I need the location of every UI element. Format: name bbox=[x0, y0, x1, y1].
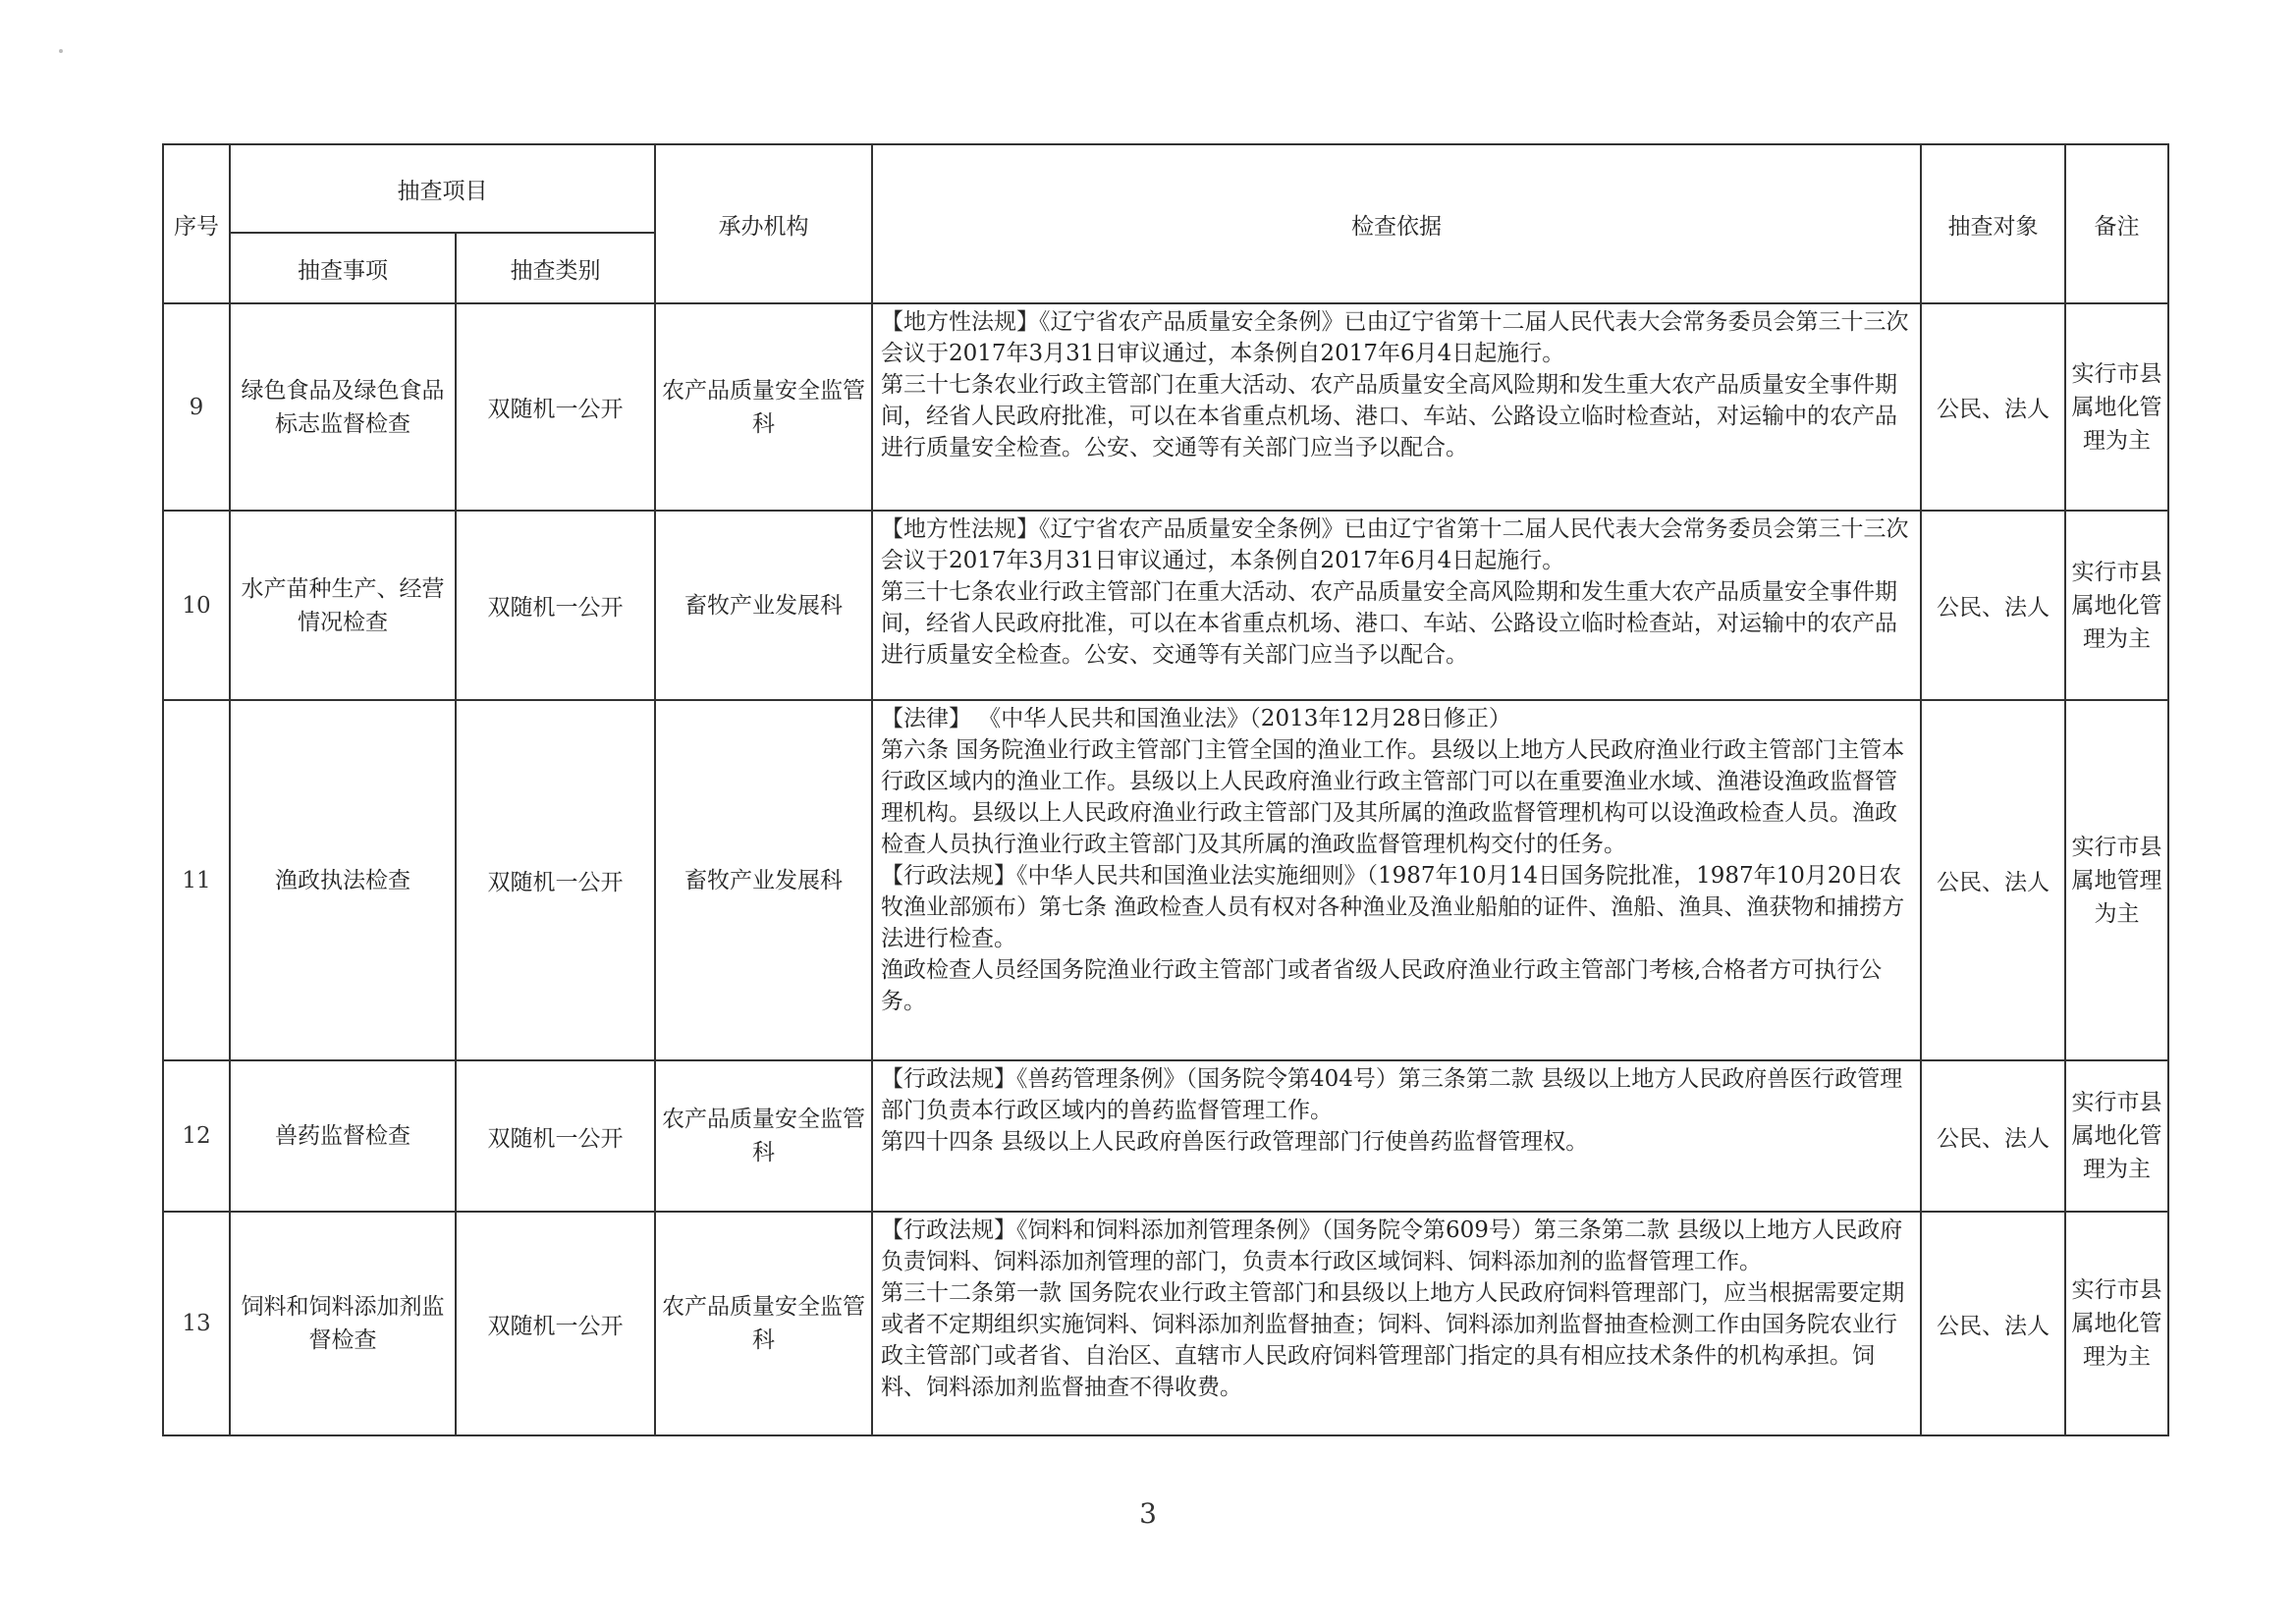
row-target: 公民、法人 bbox=[1921, 1060, 2065, 1212]
row-item: 兽药监督检查 bbox=[230, 1060, 456, 1212]
row-no: 13 bbox=[163, 1212, 230, 1435]
table-header bbox=[163, 144, 2168, 303]
table-row bbox=[163, 700, 2168, 1060]
row-org: 畜牧产业发展科 bbox=[655, 700, 872, 1060]
row-category: 双随机一公开 bbox=[456, 1060, 655, 1212]
row-basis: 【地方性法规】《辽宁省农产品质量安全条例》已由辽宁省第十二届人民代表大会常务委员会第三十三次会议于2017年3月31日审议通过，本条例自2017年6月4日起施行。 第三十七条农业行政主管部门在重大活动、农产品质量安全高风险期和发生重大农产品质量安全事件期间，经省人民政府批准，可以在本省重点机场、港口、车站、公路设立临时检查站，对运输中的农产品进行质量安全检查。公安、交通等有关部门应当予以配合。 bbox=[872, 303, 1921, 511]
row-org: 畜牧产业发展科 bbox=[655, 511, 872, 700]
header-note: 备注 bbox=[2065, 144, 2168, 303]
row-note: 实行市县属地化管理为主 bbox=[2065, 511, 2168, 700]
row-item: 饲料和饲料添加剂监督检查 bbox=[230, 1212, 456, 1435]
header-no: 序号 bbox=[163, 144, 230, 303]
header-org: 承办机构 bbox=[655, 144, 872, 303]
table-body bbox=[163, 303, 2168, 1435]
row-basis: 【地方性法规】《辽宁省农产品质量安全条例》已由辽宁省第十二届人民代表大会常务委员会第三十三次会议于2017年3月31日审议通过，本条例自2017年6月4日起施行。 第三十七条农业行政主管部门在重大活动、农产品质量安全高风险期和发生重大农产品质量安全事件期间，经省人民政府批准，可以在本省重点机场、港口、车站、公路设立临时检查站，对运输中的农产品进行质量安全检查。公安、交通等有关部门应当予以配合。 bbox=[872, 511, 1921, 700]
row-basis: 【法律】 《中华人民共和国渔业法》（2013年12月28日修正） 第六条 国务院渔业行政主管部门主管全国的渔业工作。县级以上地方人民政府渔业行政主管部门主管本行政区域内的渔业工作。县级以上人民政府渔业行政主管部门可以在重要渔业水域、渔港设渔政监督管理机构。县级以上人民政府渔业行政主管部门及其所属的渔政监督管理机构可以设渔政检查人员。渔政检查人员执行渔业行政主管部门及其所属的渔政监督管理机构交付的任务。 【行政法规】《中华人民共和国渔业法实施细则》（1987年10月14日国务院批准，1987年10月20日农牧渔业部颁布）第七条 渔政检查人员有权对各种渔业及渔业船舶的证件、渔船、渔具、渔获物和捕捞方法进行检查。 渔政检查人员经国务院渔业行政主管部门或者省级人民政府渔业行政主管部门考核,合格者方可执行公务。 bbox=[872, 700, 1921, 1060]
table-row bbox=[163, 511, 2168, 700]
row-no: 10 bbox=[163, 511, 230, 700]
row-basis: 【行政法规】《兽药管理条例》（国务院令第404号）第三条第二款 县级以上地方人民政府兽医行政管理部门负责本行政区域内的兽药监督管理工作。 第四十四条 县级以上人民政府兽医行政管理部门行使兽药监督管理权。 bbox=[872, 1060, 1921, 1212]
row-category: 双随机一公开 bbox=[456, 1212, 655, 1435]
row-item: 绿色食品及绿色食品标志监督检查 bbox=[230, 303, 456, 511]
row-note: 实行市县属地化管理为主 bbox=[2065, 1060, 2168, 1212]
table-row bbox=[163, 303, 2168, 511]
table-row bbox=[163, 1060, 2168, 1212]
row-org: 农产品质量安全监管科 bbox=[655, 303, 872, 511]
row-target: 公民、法人 bbox=[1921, 303, 2065, 511]
row-org: 农产品质量安全监管科 bbox=[655, 1060, 872, 1212]
table-row bbox=[163, 1212, 2168, 1435]
header-category: 抽查类别 bbox=[456, 233, 655, 303]
inspection-table bbox=[162, 143, 2169, 1436]
row-category: 双随机一公开 bbox=[456, 511, 655, 700]
header-basis: 检查依据 bbox=[872, 144, 1921, 303]
row-no: 9 bbox=[163, 303, 230, 511]
row-target: 公民、法人 bbox=[1921, 511, 2065, 700]
row-note: 实行市县属地化管理为主 bbox=[2065, 1212, 2168, 1435]
row-note: 实行市县属地化管理为主 bbox=[2065, 303, 2168, 511]
scan-artifact bbox=[59, 49, 63, 53]
row-note: 实行市县属地管理为主 bbox=[2065, 700, 2168, 1060]
row-target: 公民、法人 bbox=[1921, 700, 2065, 1060]
header-item: 抽查事项 bbox=[230, 233, 456, 303]
row-target: 公民、法人 bbox=[1921, 1212, 2065, 1435]
header-item-group: 抽查项目 bbox=[230, 144, 655, 233]
row-no: 12 bbox=[163, 1060, 230, 1212]
row-basis: 【行政法规】《饲料和饲料添加剂管理条例》（国务院令第609号）第三条第二款 县级以上地方人民政府负责饲料、饲料添加剂管理的部门，负责本行政区域饲料、饲料添加剂的监督管理工作。 第三十二条第一款 国务院农业行政主管部门和县级以上地方人民政府饲料管理部门，应当根据需要定期或者不定期组织实施饲料、饲料添加剂监督抽查；饲料、饲料添加剂监督抽查检测工作由国务院农业行政主管部门或者省、自治区、直辖市人民政府饲料管理部门指定的具有相应技术条件的机构承担。饲料、饲料添加剂监督抽查不得收费。 bbox=[872, 1212, 1921, 1435]
row-item: 渔政执法检查 bbox=[230, 700, 456, 1060]
row-item: 水产苗种生产、经营情况检查 bbox=[230, 511, 456, 700]
header-target: 抽查对象 bbox=[1921, 144, 2065, 303]
row-no: 11 bbox=[163, 700, 230, 1060]
page-number: 3 bbox=[1139, 1497, 1157, 1530]
row-org: 农产品质量安全监管科 bbox=[655, 1212, 872, 1435]
row-category: 双随机一公开 bbox=[456, 700, 655, 1060]
row-category: 双随机一公开 bbox=[456, 303, 655, 511]
